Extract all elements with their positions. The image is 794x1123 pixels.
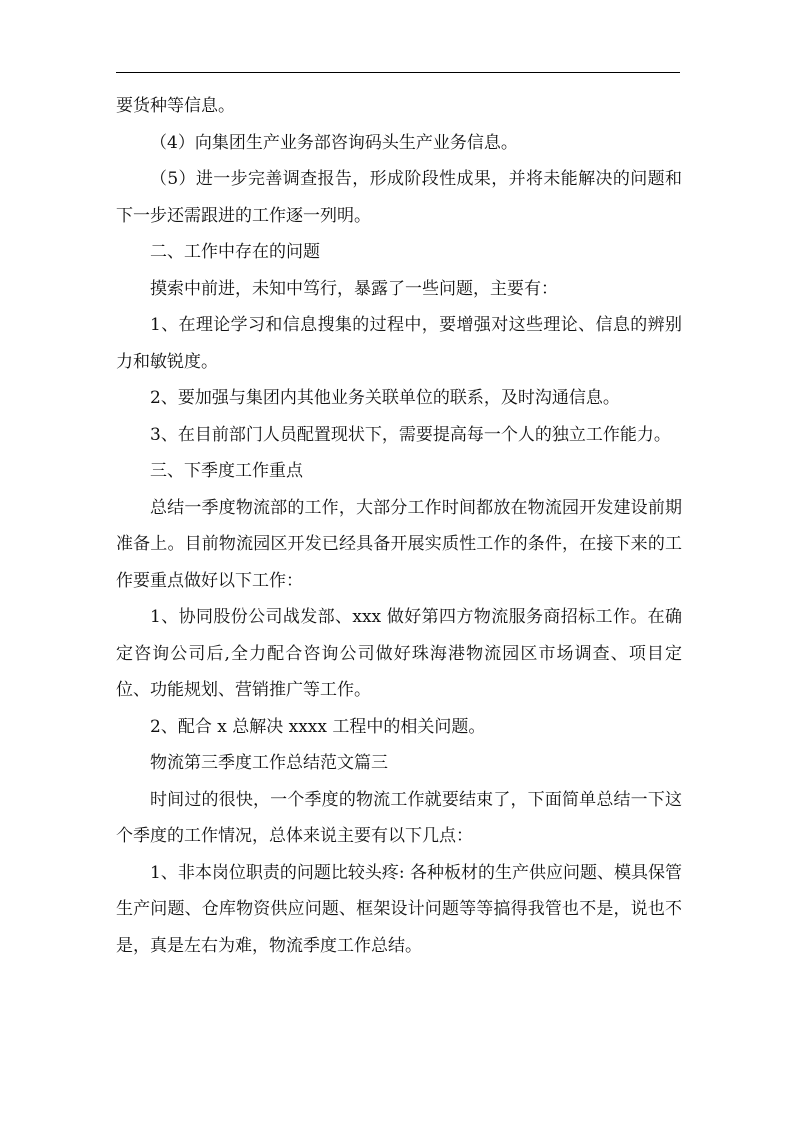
- list-item: 2、配合 x 总解决 xxxx 工程中的相关问题。: [150, 716, 486, 737]
- list-item: 1、在理论学习和信息搜集的过程中，要增强对这些理论、信息的辨别力和敏锐度。: [116, 315, 682, 372]
- paragraph: 时间过的很快，一个季度的物流工作就要结束了，下面简单总结一下这个季度的工作情况，总体来说主要有以下几点：: [116, 789, 682, 846]
- paragraph: （4）向集团生产业务部咨询码头生产业务信息。: [150, 132, 518, 153]
- document-body: [116, 88, 682, 964]
- article-title: 物流第三季度工作总结范文篇三: [150, 753, 388, 773]
- list-item: 3、在目前部门人员配置现状下，需要提高每一个人的独立工作能力。: [150, 424, 671, 445]
- paragraph: （5）进一步完善调查报告，形成阶段性成果，并将未能解决的问题和下一步还需跟进的工作逐一列明。: [116, 169, 682, 226]
- section-heading: 二、工作中存在的问题: [150, 242, 320, 262]
- list-item: 1、协同股份公司战发部、xxx 做好第四方物流服务商招标工作。在确定咨询公司后,全力配合咨询公司做好珠海港物流园区市场调查、项目定位、功能规划、营销推广等工作。: [116, 607, 682, 700]
- section-heading: 三、下季度工作重点: [150, 461, 303, 481]
- header-rule: [116, 72, 680, 73]
- list-item: 2、要加强与集团内其他业务关联单位的联系，及时沟通信息。: [150, 388, 620, 408]
- paragraph: 总结一季度物流部的工作，大部分工作时间都放在物流园开发建设前期准备上。目前物流园区开发已经具备开展实质性工作的条件，在接下来的工作要重点做好以下工作：: [116, 497, 682, 591]
- paragraph: 要货种等信息。: [116, 96, 235, 116]
- paragraph: 摸索中前进，未知中笃行，暴露了一些问题，主要有：: [150, 278, 558, 299]
- list-item: 1、非本岗位职责的问题比较头疼: 各种板材的生产供应问题、模具保管生产问题、仓库物资供应问题、框架设计问题等等搞得我管也不是，说也不是，真是左右为难，物流季度工作总结。: [116, 862, 682, 956]
